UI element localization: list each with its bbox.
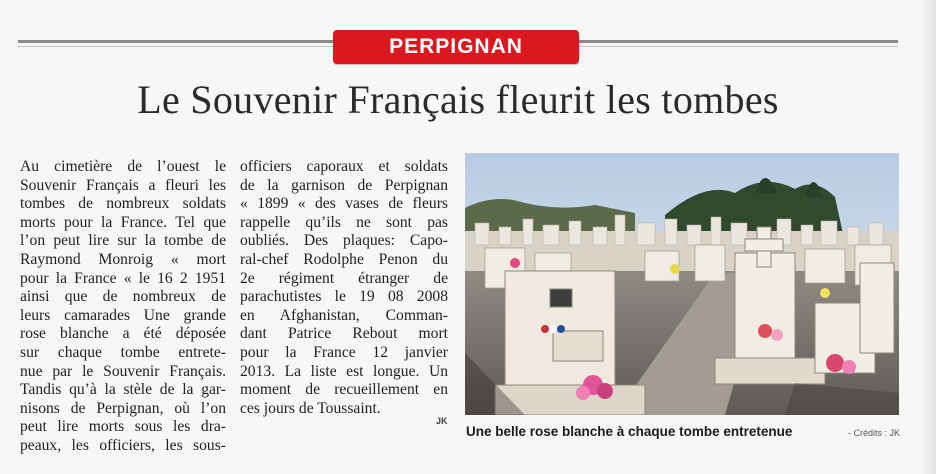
section-label: PERPIGNAN [389,35,523,58]
article-line: ainsi que de nombreux de [20,288,226,306]
article-line: nue par le Souvenir Français. [20,362,226,380]
article-line: parachutistes le 19 08 2008 [240,288,448,306]
article-line: morts pour la France. Tel que [20,213,226,231]
article-column-2 [240,158,448,418]
photo-credits: - Crédits : JK [848,428,901,438]
article-line: de la garnison de Perpignan [240,176,448,194]
article-line: l’on peut lire sur la tombe de [20,232,226,250]
article-line: rappelle qu’ils ne sont pas [240,213,448,231]
article-line: pour la France « le 16 2 1951 [20,269,226,287]
page-edge-shadow [918,0,936,474]
article-line: moment de recueillement en [240,381,448,399]
cemetery-photo [465,153,899,415]
article-line: nisons de Perpignan, où l’on [20,399,226,417]
article-line: pour la France 12 janvier [240,343,448,361]
section-tab [333,30,579,64]
article-line: tombes de nombreux soldats [20,195,226,213]
article-line: oubliés. Des plaques: Capo- [240,232,448,250]
article-line: officiers caporaux et soldats [240,158,448,175]
article-line: ces jours de Toussaint. [240,399,381,417]
article-line: 2013. La liste est longue. Un [240,362,448,380]
article-line: rose blanche a été déposée [20,325,226,343]
article-line: en Afghanistan, Comman- [240,306,448,324]
article-column-1 [20,158,226,456]
cemetery-photo-illustration [465,153,899,415]
article-line: 2e régiment étranger de [240,269,448,287]
headline: Le Souvenir Français fleurit les tombes [137,77,779,122]
article-line: dant Patrice Rebout mort [240,325,448,343]
article-line: peut lire morts sous les dra- [20,418,226,436]
article-line: peaux, les officiers, les sous- [20,436,226,454]
article-line: sur chaque tombe entrete- [20,343,226,361]
article-line: Tandis qu’à la stèle de la gar- [20,381,226,399]
article-line: Souvenir Français a fleuri les [20,176,226,194]
photo-caption: Une belle rose blanche à chaque tombe entretenue [466,424,793,439]
article-line: « 1899 « des vases de fleurs [240,195,448,213]
article-line: Raymond Monroig « mort [20,250,226,268]
article-line: leurs camarades Une grande [20,306,226,324]
byline: JK [436,416,448,426]
article-line: Au cimetière de l’ouest le [20,158,226,175]
article-line: ral-chef Rodolphe Penon du [240,250,448,268]
